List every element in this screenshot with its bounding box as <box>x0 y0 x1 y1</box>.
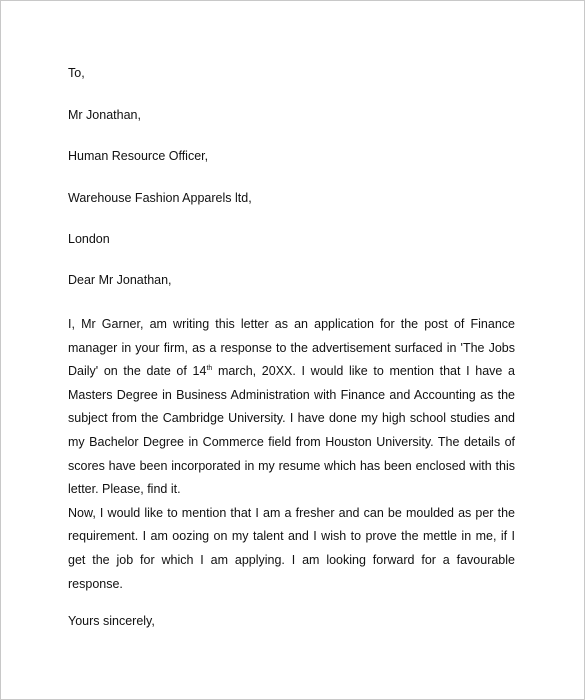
city: London <box>68 232 110 246</box>
recipient-name: Mr Jonathan, <box>68 108 141 122</box>
paragraph-1-text-b: march, 20XX. I would like to mention that I have a Masters Degree in Business Administration with Finance and Accounting as the subject from the Cambridge University. I have done my high school studies and my Bachelor Degree in Commerce field from Houston University. The details of scores have been incorporated in my resume which has been enclosed with this letter. Please, find it. <box>68 364 515 497</box>
paragraph-1 <box>68 313 515 502</box>
letter-to: To, <box>68 66 85 80</box>
recipient-title: Human Resource Officer, <box>68 149 209 163</box>
salutation: Dear Mr Jonathan, <box>68 273 172 287</box>
paragraph-1-text-a: I, Mr Garner, am writing this letter as an application for the post of Finance manager in your firm, as a response to the advertisement surfaced in 'The Jobs Daily' on the date of 14 <box>68 317 515 379</box>
company-name: Warehouse Fashion Apparels ltd, <box>68 191 252 205</box>
paragraph-2: Now, I would like to mention that I am a fresher and can be moulded as per the requirement. I am oozing on my talent and I wish to prove the mettle in me, if I get the job for which I am applying. I am looking forward for a favourable response. <box>68 505 515 591</box>
letter-body <box>68 313 515 596</box>
ordinal-suffix: th <box>206 365 213 373</box>
closing: Yours sincerely, <box>68 614 155 628</box>
